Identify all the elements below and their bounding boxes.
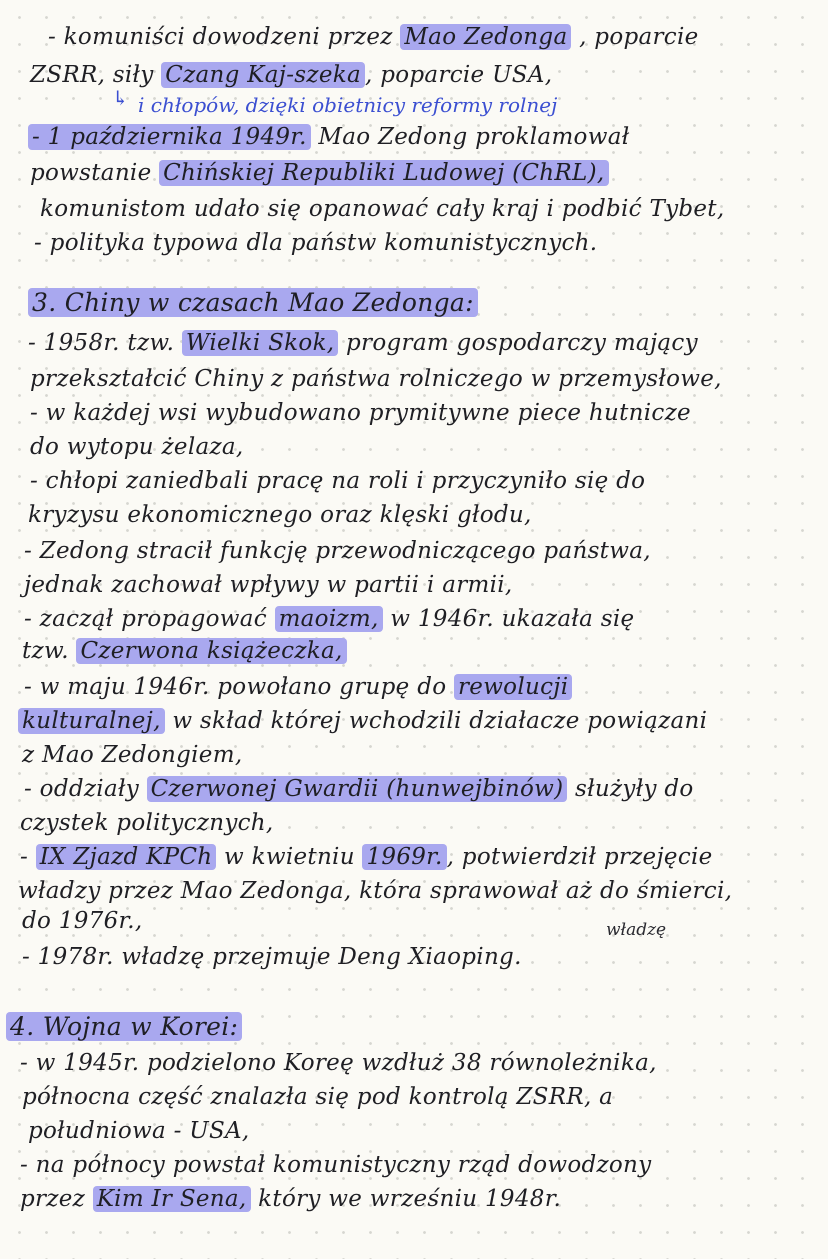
- highlight: Chińskiej Republiki Ludowej (ChRL),: [159, 160, 608, 186]
- correction-note: władzę: [606, 920, 667, 940]
- text-line: - polityka typowa dla państw komunistycznych.: [34, 230, 598, 256]
- text-line: - w każdej wsi wybudowano prymitywne piece hutnicze: [30, 400, 691, 426]
- highlight: Kim Ir Sena,: [93, 1186, 251, 1212]
- highlight: - 1 października 1949r.: [28, 124, 311, 150]
- highlight: Czang Kaj-szeka: [161, 62, 365, 88]
- text-line: jednak zachował wpływy w partii i armii,: [24, 572, 513, 598]
- highlight: 3. Chiny w czasach Mao Zedonga:: [28, 288, 478, 317]
- highlight: kulturalnej,: [18, 708, 165, 734]
- text-line: - w 1945r. podzielono Koreę wzdłuż 38 równoleżnika,: [20, 1050, 657, 1076]
- text-line: - 1978r. władzę przejmuje Deng Xiaoping.: [22, 944, 522, 970]
- highlight: Mao Zedonga: [400, 24, 571, 50]
- text-line: - na północy powstał komunistyczny rząd dowodzony: [20, 1152, 652, 1178]
- section-heading: [6, 1012, 242, 1042]
- text-line: do 1976r.,: [22, 908, 143, 934]
- text-line: przez Kim Ir Sena, który we wrześniu 1948r.: [20, 1186, 562, 1212]
- highlight: maoizm,: [275, 606, 383, 632]
- text-line: - chłopi zaniedbali pracę na roli i przyczyniło się do: [30, 468, 646, 494]
- text-line: - zaczął propagować maoizm, w 1946r. ukazała się: [24, 606, 635, 632]
- text-line: - Zedong stracił funkcję przewodniczącego państwa,: [24, 538, 651, 564]
- highlight: rewolucji: [454, 674, 572, 700]
- text-line: z Mao Zedongiem,: [22, 742, 243, 768]
- highlight: 1969r.: [362, 844, 446, 870]
- highlight: IX Zjazd KPCh: [36, 844, 217, 870]
- text-line: powstanie Chińskiej Republiki Ludowej (ChRL),: [30, 158, 609, 188]
- text-line: - IX Zjazd KPCh w kwietniu 1969r. , potwierdził przejęcie: [20, 844, 713, 870]
- text-line: do wytopu żelaza,: [30, 434, 244, 460]
- highlight: Czerwona książeczka,: [76, 638, 346, 664]
- text-line: czystek politycznych,: [20, 810, 274, 836]
- margin-note: i chłopów, dzięki obietnicy reformy rolnej: [138, 93, 558, 117]
- highlight: Czerwonej Gwardii (hunwejbinów): [147, 776, 568, 802]
- text-line: ZSRR, siły Czang Kaj-szeka , poparcie USA,: [30, 62, 553, 88]
- text-line: - komuniści dowodzeni przez Mao Zedonga , poparcie: [48, 24, 699, 50]
- text-line: tzw. Czerwona książeczka,: [22, 636, 347, 666]
- text-line: północna część znalazła się pod kontrolą ZSRR, a: [22, 1084, 614, 1110]
- text-line: - 1958r. tzw. Wielki Skok, program gospodarczy mający: [28, 330, 698, 356]
- highlight: 4. Wojna w Korei:: [6, 1012, 242, 1041]
- section-heading: [28, 288, 478, 318]
- text-line: kulturalnej, w skład której wchodzili działacze powiązani: [18, 706, 707, 736]
- text-line: południowa - USA,: [28, 1118, 250, 1144]
- insert-arrow-icon: ↳: [112, 86, 129, 110]
- text-line: - 1 października 1949r. Mao Zedong proklamował: [28, 122, 629, 152]
- text-line: - w maju 1946r. powołano grupę do rewolucji: [24, 672, 572, 702]
- text-line: komunistom udało się opanować cały kraj i podbić Tybet,: [40, 196, 725, 222]
- highlight: Wielki Skok,: [182, 330, 339, 356]
- text-line: przekształcić Chiny z państwa rolniczego w przemysłowe,: [30, 366, 722, 392]
- text-line: władzy przez Mao Zedonga, która sprawował aż do śmierci,: [18, 878, 733, 904]
- text-line: kryzysu ekonomicznego oraz klęski głodu,: [28, 502, 532, 528]
- text-line: - oddziały Czerwonej Gwardii (hunwejbinów) służyły do: [24, 776, 694, 802]
